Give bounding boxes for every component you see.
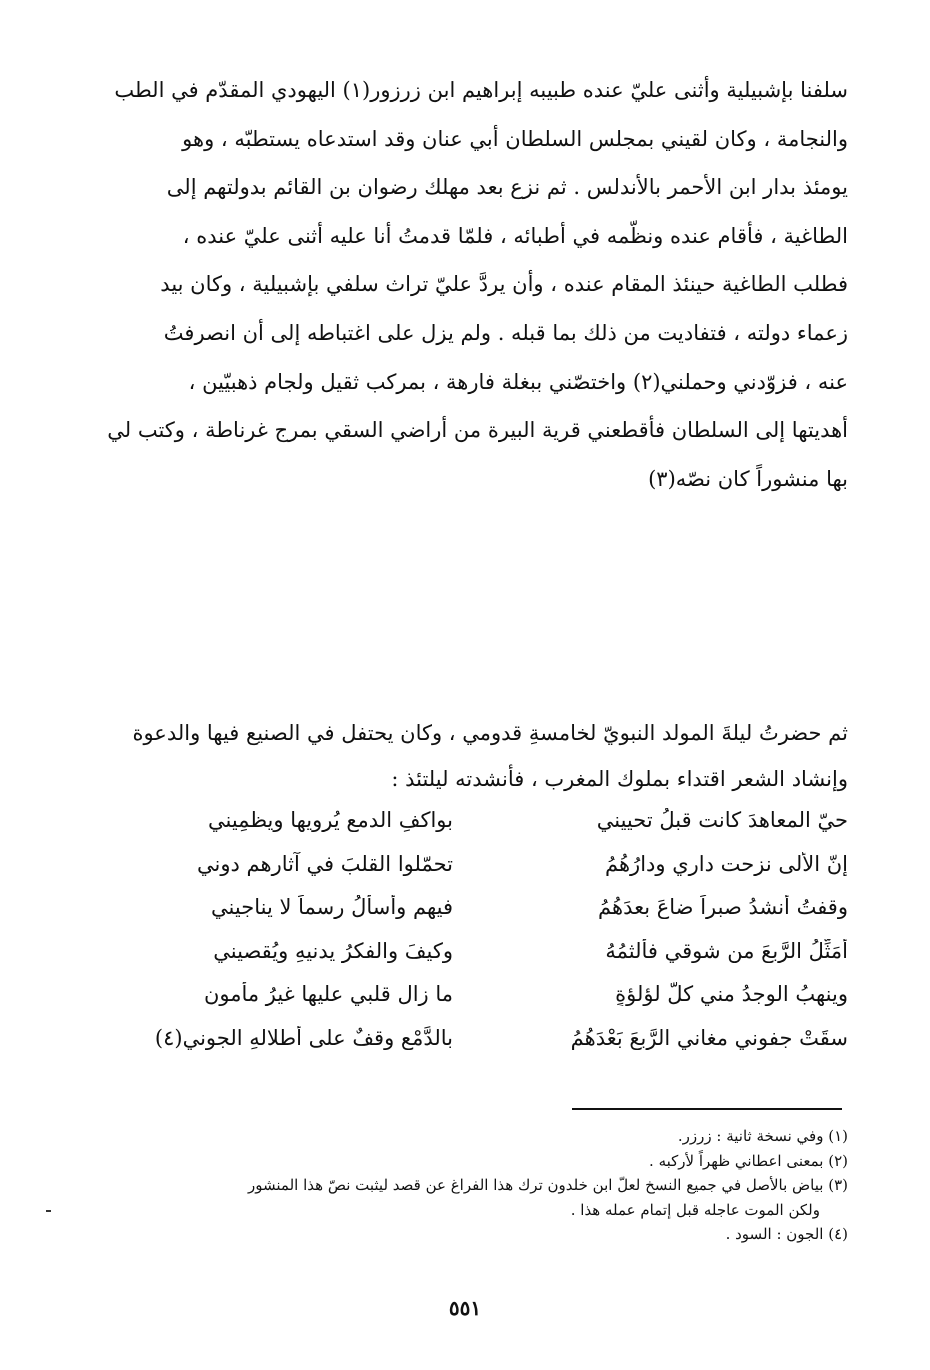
verse-first-hemistich: أُمَثِّلُ الرَّبعَ من شوقي فألثمُهُ (605, 938, 848, 963)
paragraph-line: عنه ، فزوّدني وحملني(٢) واختصّني ببغلة فارهة ، بمركب ثقيل ولجام ذهبيّين ، (188, 369, 848, 394)
poem-verse (83, 808, 848, 852)
poem-verse (83, 939, 848, 983)
footnote: (٢) بمعنى اعطاني ظهراً لأركبه . (649, 1151, 848, 1170)
paragraph-line: زعماء دولته ، فتفاديت من ذلك بما قبله . ولم يزل على اغتباطه إلى أن انصرفتُ (163, 320, 848, 345)
verse-second-hemistich: ما زال قلبي عليها غيرُ مأمونِ (203, 982, 453, 1006)
verse-first-hemistich: إنّ الأُلى نزحت داري ودارُهُمُ (605, 851, 848, 876)
page-number: ٥٥١ (448, 1296, 482, 1320)
verse-second-hemistich: فيهم وأسألُ رسماً لا يناجيني (211, 895, 453, 919)
footnote: (٤) الجون : السود . (725, 1225, 848, 1243)
paragraph-line: ثم حضرتُ ليلةَ المولد النبويّ لخامسةِ قدومي ، وكان يحتفل في الصنيع فيها والدعوة (132, 721, 848, 745)
paragraph-line: فطلب الطاغية حينئذ المقام عنده ، وأن يردَّ عليّ تراث سلفي بإشبيلية ، وكان بيد (160, 272, 848, 297)
verse-second-hemistich: وكيفَ والفكرُ يدنيهِ ويُقصيني (213, 938, 453, 963)
footnote: (٣) بياض بالأصل في جميع النسخ لعلّ ابن خلدون ترك هذا الفراغ عن قصد ليثبت نصّ هذا المنشور (248, 1176, 848, 1194)
paragraph-line: وإنشاد الشعر اقتداء بملوك المغرب ، فأنشدته ليلتئذ : (391, 767, 848, 791)
paragraph-line: والنجامة ، وكان لقيني بمجلس السلطان أبي عنان وقد استدعاه يستطبّه ، وهو (182, 126, 848, 151)
poem-verse (83, 1026, 848, 1070)
paragraph-line: أهديتها إلى السلطان فأقطعني قرية البيرة من أراضي السقي بمرج غرناطة ، وكتب لي (107, 418, 848, 443)
verse-second-hemistich: بواكفِ الدمعِ يُرويها ويظمِيني (208, 808, 453, 832)
paragraph-line: سلفنا بإشبيلية وأثنى عليّ عنده طبيبه إبراهيم ابن زرزور(١) اليهودي المقدّم في الطب (114, 78, 848, 102)
poem-verse (83, 852, 848, 896)
paragraph-line: بها منشوراً كان نصّه(٣) (648, 466, 848, 491)
poem (83, 808, 848, 1069)
paragraph-2 (83, 710, 848, 802)
verse-first-hemistich: سقَتْ جفوني مغاني الرَّبعَ بَعْدَهُمُ (570, 1025, 848, 1050)
paragraph-line: الطاغية ، فأقام عنده ونظّمه في أطبائه ، فلمّا قدمتُ أنا عليه أثنى عليّ عنده ، (182, 223, 848, 248)
verse-first-hemistich: وينهبُ الوجدُ مني كلّ لؤلؤةٍ (615, 982, 848, 1006)
scan-speck (46, 1210, 51, 1212)
footnote-separator (572, 1108, 842, 1110)
poem-verse (83, 895, 848, 939)
footnote: (١) وفي نسخة ثانية : زرزر. (677, 1127, 848, 1145)
footnotes (88, 1124, 848, 1247)
paragraph-line: يومئذ بدار ابن الأحمر بالأندلس . ثم نزع بعد مهلك رضوان بن القائم بدولتهم إلى (166, 175, 848, 200)
verse-second-hemistich: تحمّلوا القلبَ في آثارهم دوني (197, 851, 453, 876)
verse-first-hemistich: وقفتُ أنشدُ صبراً ضاعَ بعدَهُمُ (598, 895, 848, 919)
verse-first-hemistich: حيّ المعاهدَ كانت قبلُ تحييني (596, 808, 848, 832)
verse-second-hemistich: بالدَّمْعِ وقفٌ على أطلالهِ الجوني(٤) (154, 1025, 453, 1050)
footnote-continuation: ولكن الموت عاجله قبل إتمام عمله هذا . (570, 1200, 820, 1219)
paragraph-1 (83, 66, 848, 503)
poem-verse (83, 982, 848, 1026)
